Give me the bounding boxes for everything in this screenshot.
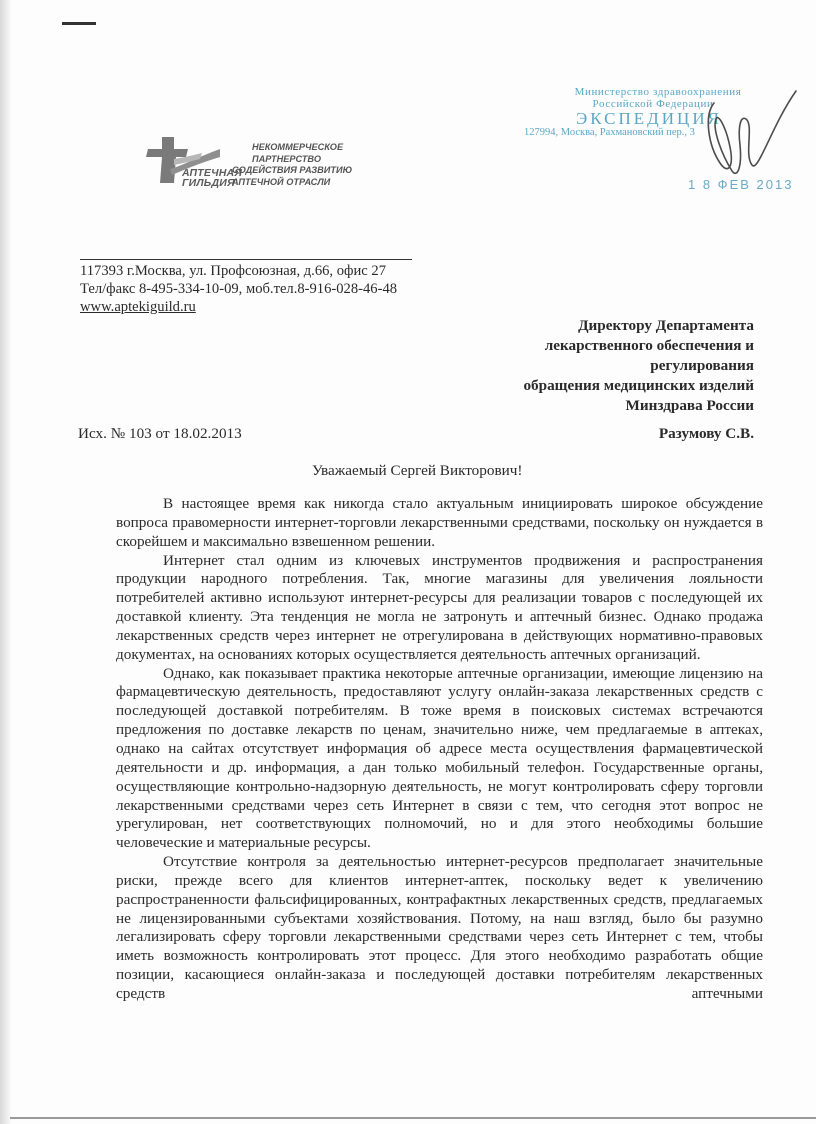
organization-description <box>232 142 352 188</box>
logo-name-line2: ГИЛЬДИЯ <box>182 177 235 189</box>
address-divider <box>80 259 412 260</box>
recipient-block <box>523 316 754 416</box>
org-desc-line: ПАРТНЕРСТВО <box>252 153 321 164</box>
signature-icon <box>700 85 800 185</box>
recipient-line: лекарственного обеспечения и <box>544 337 754 354</box>
recipient-line: Директору Департамента <box>578 317 754 334</box>
stamp-ministry: Министерство здравоохранения <box>574 86 742 98</box>
corner-mark <box>62 22 96 25</box>
salutation: Уважаемый Сергей Викторович! <box>312 462 523 479</box>
organization-logo <box>140 135 243 195</box>
sender-website-link[interactable]: www.aptekiguild.ru <box>80 299 196 315</box>
org-desc-line: АПТЕЧНОЙ ОТРАСЛИ <box>232 176 331 187</box>
body-paragraph: В настоящее время как никогда стало актуальным инициировать широкое обсуждение вопроса правомерности интернет-торговли лекарственными средствами, поскольку он нуждается в скорейшем и максимально взвешенном решении. <box>116 495 763 550</box>
body-paragraph: Интернет стал одним из ключевых инструментов продвижения и распространения продукции народного потребления. Так, многие магазины для увеличения лояльности потребителей активно используют интернет-ресурсы для реализации товаров с последующей их доставкой клиенту. Эта тенденция не могла не затронуть и аптечный бизнес. Однако продажа лекарственных средств через интернет не отрегулирована в действующих нормативно-правовых документах, на основаниях которых осуществляется деятельность аптечных организаций. <box>116 551 763 663</box>
sender-address: 117393 г.Москва, ул. Профсоюзная, д.66, офис 27 <box>80 263 386 279</box>
sender-address-block <box>80 262 397 316</box>
body-paragraph: Однако, как показывает практика некоторые аптечные организации, имеющие лицензию на фармацевтическую деятельность, предоставляют услугу онлайн-заказа лекарственных средств с последующей доставкой потребителям. В тоже время в поисковых системах встречаются предложения по доставке лекарств по ценам, значительно ниже, чем предлагаемые в аптеках, однако на сайтах отсутствует информация об адресе места осуществления фармацевтической деятельности и др. информация, а дан только мобильный телефон. Государственные органы, осуществляющие контрольно-надзорную деятельность, не могут контролировать сферу торговли лекарственными средствами через сеть Интернет в связи с тем, что сегодня этот вопрос не урегулирован, нет соответствующих полномочий, но и для этого необходимы большие человеческие и материальные ресурсы. <box>116 664 763 852</box>
scan-left-edge <box>0 0 12 1124</box>
stamp-address: 127994, Москва, Рахмановский пер., 3 <box>524 127 695 138</box>
recipient-line: регулирования <box>650 357 754 374</box>
letter-body <box>116 495 763 1004</box>
org-desc-line: СОДЕЙСТВИЯ РАЗВИТИЮ <box>232 165 353 175</box>
recipient-line: Минздрава России <box>625 397 754 414</box>
stamp-department: ЭКСПЕДИЦИЯ <box>576 109 722 128</box>
outgoing-reference: Исх. № 103 от 18.02.2013 <box>78 425 242 442</box>
logo-name-line1: АПТЕЧНАЯ <box>182 167 243 179</box>
body-paragraph: Отсутствие контроля за деятельностью интернет-ресурсов предполагает значительные риски, прежде всего для клиентов интернет-аптек, поскольку ведет к увеличению распространенности фальсифицированных, контрафактных лекарственных средств, предлагаемых не лицензированными субъектами хозяйствования. Потому, на наш взгляд, было бы разумно легализировать сферу торговли лекарственными средствами через сеть Интернет с тем, чтобы иметь возможность контролировать этот процесс. Для этого необходимо разработать общие позиции, касающиеся онлайн-заказа и последующей доставки потребителям лекарственных средств аптечными <box>116 853 763 1002</box>
sender-phones: Тел/факс 8-495-334-10-09, моб.тел.8-916-028-46-48 <box>80 281 398 297</box>
org-desc-line: НЕКОММЕРЧЕСКОЕ <box>252 142 344 152</box>
recipient-line: обращения медицинских изделий <box>523 377 754 394</box>
scan-bottom-edge <box>10 1117 816 1119</box>
stamp-date: 1 8 ФЕВ 2013 <box>688 177 794 192</box>
recipient-name: Разумову С.В. <box>658 425 754 442</box>
stamp-federation: Российской Федерации <box>592 98 714 110</box>
